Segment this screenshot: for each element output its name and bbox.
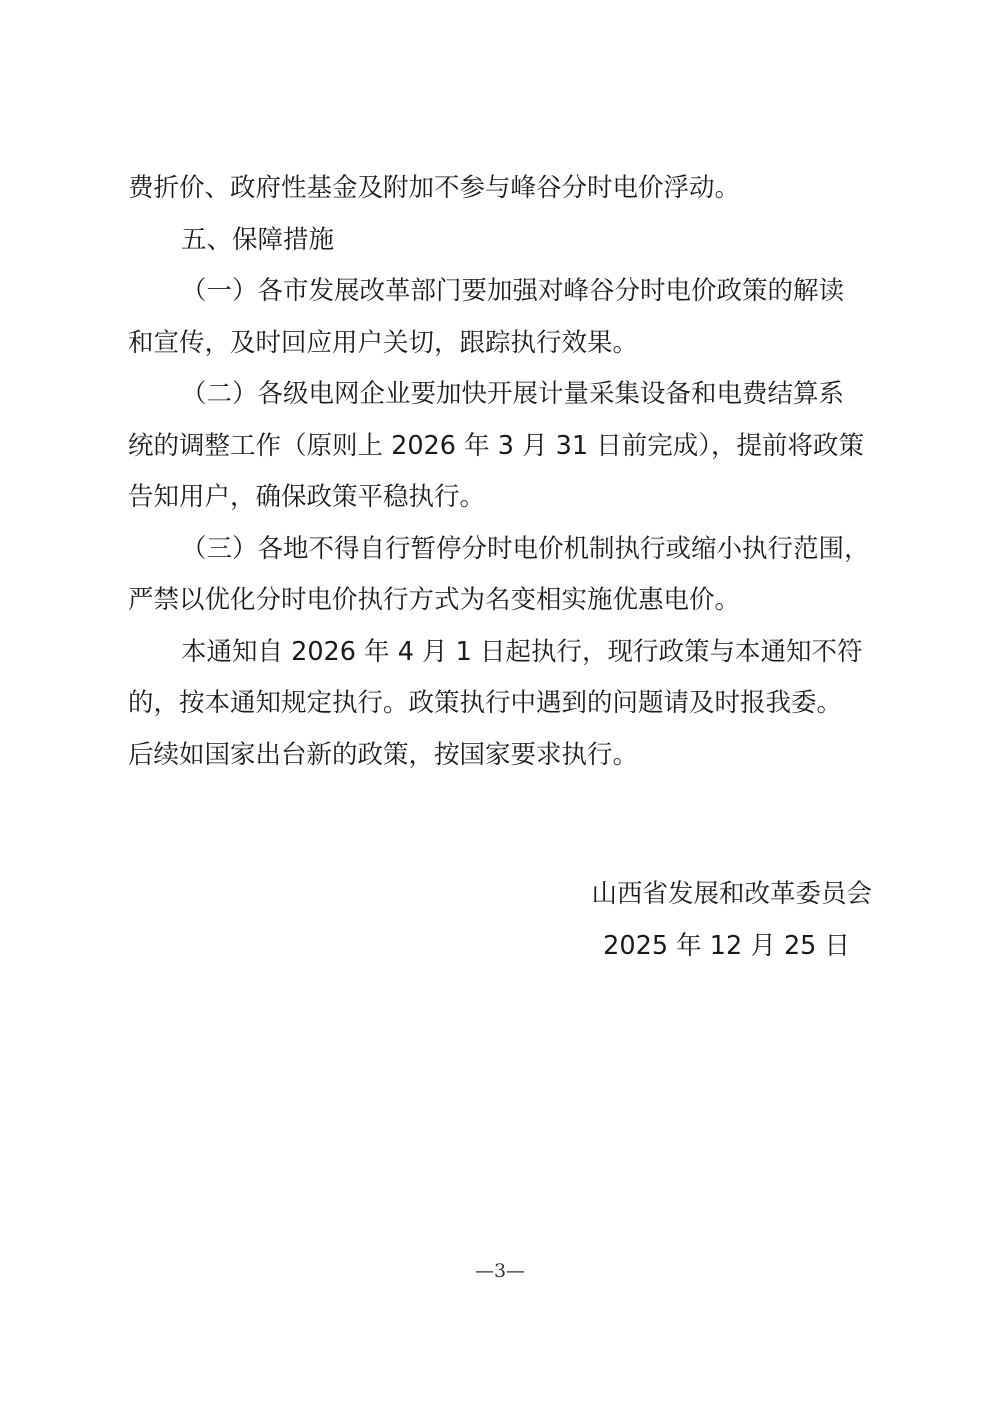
paragraph-item-3: [128, 524, 878, 627]
text-line: （一）各市发展改革部门要加强对峰谷分时电价政策的解读: [181, 276, 845, 306]
text-line: 告知用户，确保政策平稳执行。: [128, 482, 486, 512]
paragraph-item-1: [128, 266, 878, 369]
text-line: （三）各地不得自行暂停分时电价机制执行或缩小执行范围，: [181, 533, 870, 564]
issue-date: 2025 年 12 月 25 日: [603, 931, 850, 961]
document-body: [128, 163, 878, 781]
text-line: 和宣传，及时回应用户关切，跟踪执行效果。: [128, 327, 639, 358]
text-line: 的，按本通知规定执行。政策执行中遇到的问题请及时报我委。: [128, 688, 843, 718]
text-line: 统的调整工作（原则上 2026 年 3 月 31 日前完成），提前将政策: [128, 430, 864, 461]
text-line: 后续如国家出台新的政策，按国家要求执行。: [128, 739, 639, 770]
page-number: —3—: [474, 1260, 526, 1282]
issuing-organization: 山西省发展和改革委员会: [591, 879, 872, 909]
section-heading-safeguards: [128, 215, 878, 267]
signature-block: [591, 868, 872, 972]
section-heading: 五、保障措施: [181, 224, 335, 255]
text-line: 严禁以优化分时电价执行方式为名变相实施优惠电价。: [128, 585, 741, 615]
text-line: 本通知自 2026 年 4 月 1 日起执行，现行政策与本通知不符: [181, 636, 863, 667]
text-line: （二）各级电网企业要加快开展计量采集设备和电费结算系: [181, 379, 845, 409]
text-line: 费折价、政府性基金及附加不参与峰谷分时电价浮动。: [128, 173, 741, 203]
paragraph-fee-note: [128, 163, 878, 215]
paragraph-item-2: [128, 369, 878, 524]
paragraph-effective-date: [128, 627, 878, 782]
